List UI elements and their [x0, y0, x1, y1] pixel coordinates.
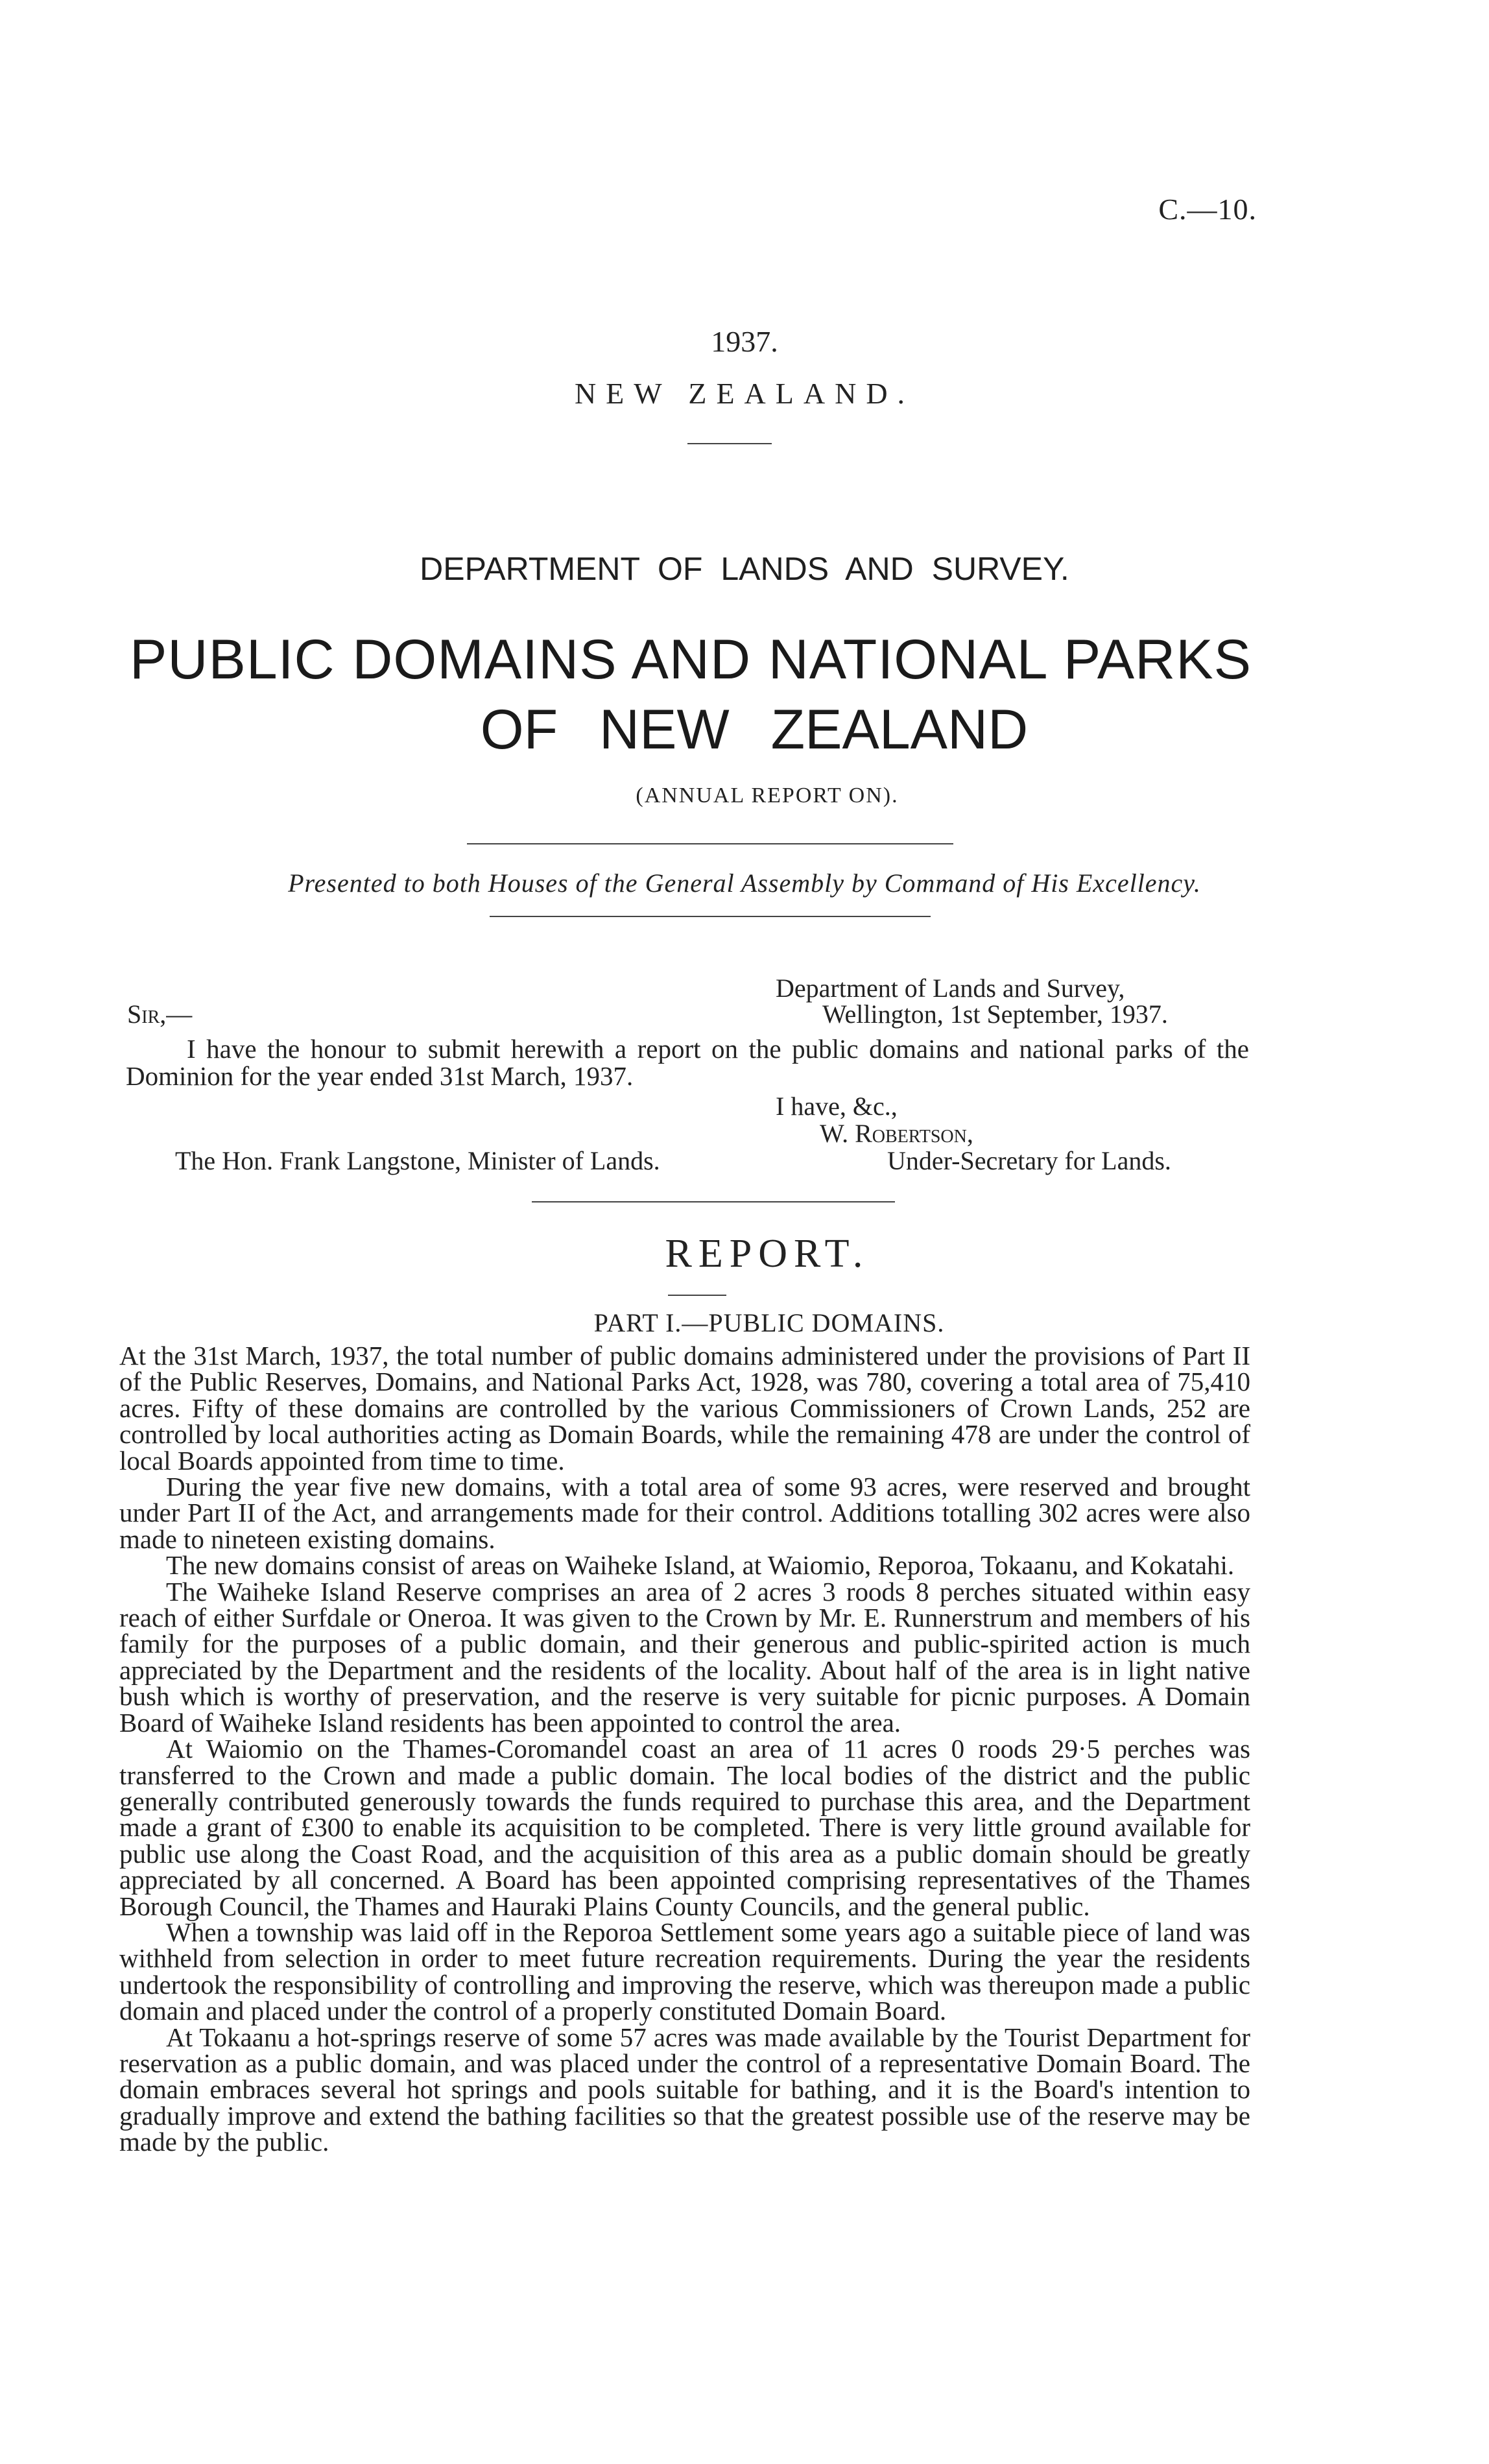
- report-paragraph: At the 31st March, 1937, the total number of public domains administered under the provisions of Part II of the Public Reserves, Domains, and National Parks Act, 1928, was 780, covering a total area of 75,410 acres. Fifty of these domains are controlled by the various Commissioners of Crown Lands, 252 are controlled by local authorities acting as Domain Boards, while the remaining 478 are under the control of local Boards appointed from time to time.: [119, 1341, 1250, 1476]
- report-paragraph: At Tokaanu a hot-springs reserve of some 57 acres was made available by the Tourist Department for reservation as a public domain, and was placed under the control of a representative Domain Board. The domain embraces several hot springs and pools suitable for bathing, and it is the Board's intention to gradually improve and extend the bathing facilities so that the greatest possible use of the reserve may be made by the public.: [119, 2022, 1250, 2157]
- subtitle: (ANNUAL REPORT ON).: [636, 783, 899, 807]
- report-paragraph: When a township was laid off in the Reporoa Settlement some years ago a suitable piece of land was withheld from selection in order to meet future recreation requirements. During the year the residents undertook the responsibility of controlling and improving the reserve, which was thereupon made a public domain and placed under the control of a properly constituted Domain Board.: [119, 1917, 1250, 2026]
- letter-signatory: W. Robertson,: [820, 1119, 973, 1148]
- report-paragraph: At Waiomio on the Thames-Coromandel coast an area of 11 acres 0 roods 29·5 perches was transferred to the Crown and made a public domain. The local bodies of the district and the public generally contributed generously towards the funds required to purchase this area, and the Department made a grant of £300 to enable its acquisition to be completed. There is very little ground available for public use along the Coast Road, and the acquisition of this area as a public domain should be greatly appreciated by all concerned. A Board has been appointed comprising representatives of the Thames Borough Council, the Thames and Hauraki Plains County Councils, and the general public.: [119, 1734, 1250, 1921]
- divider-rule: [490, 916, 931, 917]
- letter-signatory-title: Under-Secretary for Lands.: [887, 1146, 1171, 1175]
- report-paragraph: The new domains consist of areas on Waiheke Island, at Waiomio, Reporoa, Tokaanu, and Kokatahi.: [166, 1550, 1235, 1581]
- divider-rule: [687, 443, 772, 444]
- report-heading: REPORT.: [665, 1232, 870, 1276]
- letter-body-text: I have the honour to submit herewith a report on the public domains and national parks of the Dominion for the year ended 31st March, 1937.: [126, 1034, 1249, 1091]
- letter-address-line-1: Department of Lands and Survey,: [776, 974, 1125, 1003]
- country-heading: NEW ZEALAND.: [574, 377, 915, 410]
- divider-rule: [532, 1201, 895, 1202]
- letter-salutation: [127, 999, 192, 1029]
- department-heading: DEPARTMENT OF LANDS AND SURVEY.: [420, 551, 1069, 587]
- salutation-text: Sir,—: [127, 999, 193, 1029]
- report-body: [119, 1343, 1250, 2155]
- report-paragraph: During the year five new domains, with a total area of some 93 acres, were reserved and brought under Part II of the Act, and arrangements made for their control. Additions totalling 302 acres were also made to nineteen existing domains.: [119, 1472, 1250, 1554]
- part-heading: PART I.—PUBLIC DOMAINS.: [593, 1308, 945, 1337]
- letter-closing: I have, &c.,: [776, 1092, 898, 1121]
- title-line-2: OF NEW ZEALAND: [480, 699, 1029, 761]
- presented-line: Presented to both Houses of the General Assembly by Command of His Excellency.: [288, 868, 1201, 898]
- divider-rule: [467, 843, 953, 844]
- letter-address-line-2: Wellington, 1st September, 1937.: [822, 999, 1168, 1029]
- letter-addressee: The Hon. Frank Langstone, Minister of Lands.: [175, 1146, 660, 1175]
- report-paragraph: The Waiheke Island Reserve comprises an area of 2 acres 3 roods 8 perches situated within easy reach of either Surfdale or Oneroa. It was given to the Crown by Mr. E. Runnerstrum and members of his family for the purposes of a public domain, and their generous and public-spirited action is much appreciated by the Department and the residents of the locality. About half of the area is in light native bush which is worthy of preservation, and the reserve is very suitable for picnic purposes. A Domain Board of Waiheke Island residents has been appointed to control the area.: [119, 1576, 1250, 1738]
- title-line-1: PUBLIC DOMAINS AND NATIONAL PARKS: [130, 628, 1252, 691]
- letter-body: [126, 1035, 1249, 1090]
- year: 1937.: [711, 325, 778, 358]
- divider-rule: [668, 1295, 726, 1296]
- document-reference: C.—10.: [1158, 193, 1257, 226]
